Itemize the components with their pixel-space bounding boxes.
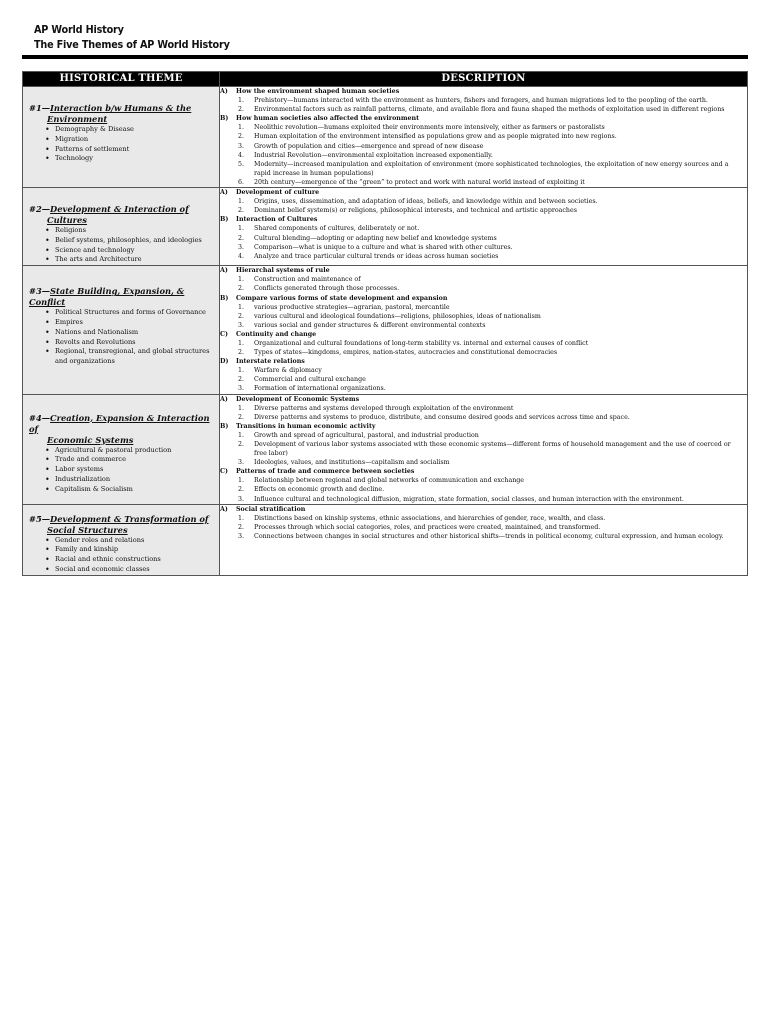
document-header <box>34 23 230 53</box>
column-header-description: DESCRIPTION <box>220 72 748 87</box>
list-item: • Agricultural & pastoral production <box>55 446 219 456</box>
list-item: • Family and kinship <box>55 545 219 555</box>
section-heading <box>220 215 747 224</box>
section-heading-text: Patterns of trade and commerce between societies <box>236 468 415 476</box>
list-item: • Demography & Disease <box>55 125 219 135</box>
list-item <box>220 142 747 151</box>
theme-cell <box>23 266 220 394</box>
section-heading <box>220 294 747 303</box>
item-text: various social and gender structures & different environmental contexts <box>254 321 486 329</box>
item-text: Relationship between regional and global networks of communication and exchange <box>254 477 525 485</box>
list-item <box>220 366 747 375</box>
list-item <box>220 243 747 252</box>
item-number: 1. <box>238 198 245 206</box>
theme-title-line2: Cultures <box>47 215 87 226</box>
list-item: • Industrialization <box>55 475 219 485</box>
themes-table <box>22 71 748 576</box>
list-item <box>220 440 747 458</box>
item-number: 2. <box>238 234 245 242</box>
section-key: C) <box>220 468 228 476</box>
list-item <box>220 312 747 321</box>
item-text: Neolithic revolution—humans exploited their environments more intensively, either as farmers or pastoralists <box>254 124 605 132</box>
item-number: 3. <box>238 532 245 540</box>
item-number: 1. <box>238 124 245 132</box>
theme-number: #1— <box>29 103 51 113</box>
section-key: C) <box>220 330 228 338</box>
list-item: • Regional, transregional, and global structures and organizations <box>55 347 219 367</box>
table-row <box>23 188 748 266</box>
theme-bullets <box>23 536 219 575</box>
list-item: • Belief systems, philosophies, and ideologies <box>55 236 219 246</box>
section-heading-text: Development of Economic Systems <box>236 395 360 403</box>
item-text: Shared components of cultures, deliberately or not. <box>254 225 420 233</box>
section-heading-text: How the environment shaped human societies <box>236 88 400 95</box>
item-text: Influence cultural and technological diffusion, migration, state formation, social classes, and human interaction with the environment. <box>254 495 684 503</box>
theme-title-line2: Environment <box>47 114 108 124</box>
item-text: Growth and spread of agricultural, pastoral, and industrial production <box>254 431 479 439</box>
section-heading-text: Continuity and change <box>236 330 317 338</box>
item-number: 1. <box>238 339 245 347</box>
list-item <box>220 284 747 293</box>
section-key: A) <box>220 505 228 513</box>
list-item <box>220 384 747 393</box>
item-text: Industrial Revolution—environmental exploitation increased exponentially. <box>254 151 493 159</box>
list-item <box>220 532 747 541</box>
theme-number: #4— <box>29 412 51 423</box>
list-item <box>220 321 747 330</box>
theme-bullets <box>23 308 219 367</box>
list-item <box>220 348 747 357</box>
list-item: • Trade and commerce <box>55 455 219 465</box>
item-number: 1. <box>238 514 245 522</box>
theme-title-line2: Social Structures <box>47 524 128 535</box>
item-text: Cultural blending—adopting or adapting new belief and knowledge systems <box>254 234 497 242</box>
list-item <box>220 151 747 160</box>
table-row <box>23 394 748 504</box>
list-item <box>220 375 747 384</box>
list-item <box>220 178 747 187</box>
list-item: • Political Structures and forms of Governance <box>55 308 219 318</box>
item-number: 2. <box>238 312 245 320</box>
item-number: 2. <box>238 207 245 215</box>
theme-cell <box>23 188 220 266</box>
document-title: The Five Themes of AP World History <box>34 39 230 51</box>
section-heading <box>220 87 747 96</box>
item-text: Organizational and cultural foundations of long-term stability vs. internal and external causes of conflict <box>254 339 589 347</box>
theme-title <box>23 395 219 446</box>
list-item: • Capitalism & Socialism <box>55 485 219 495</box>
item-text: Dominant belief system(s) or religions, philosophical interests, and technical and artistic approaches <box>254 207 577 215</box>
section-heading-text: Interstate relations <box>236 358 305 366</box>
item-number: 2. <box>238 376 245 384</box>
list-item: • The arts and Architecture <box>55 255 219 265</box>
item-text: Connections between changes in social structures and other historical shifts—trends in political economy, cultural expression, and human ecology. <box>254 532 724 540</box>
list-item <box>220 275 747 284</box>
list-item: • Gender roles and relations <box>55 536 219 546</box>
theme-title <box>23 266 219 308</box>
description-cell <box>220 188 748 266</box>
list-item: • Empires <box>55 318 219 328</box>
item-text: Ideologies, values, and institutions—capitalism and socialism <box>254 459 450 467</box>
section-heading <box>220 266 747 275</box>
list-item <box>220 206 747 215</box>
table-row <box>23 504 748 575</box>
list-item <box>220 431 747 440</box>
section-heading <box>220 505 747 514</box>
list-item <box>220 105 747 114</box>
list-item <box>220 303 747 312</box>
list-item: • Labor systems <box>55 465 219 475</box>
section-key: A) <box>220 267 228 275</box>
item-number: 3. <box>238 459 245 467</box>
item-text: Human exploitation of the environment intensified as populations grew and as people migrated into new regions. <box>254 133 617 141</box>
item-number: 3. <box>238 243 245 251</box>
section-key: A) <box>220 88 228 95</box>
list-item <box>220 96 747 105</box>
list-item: • Revolts and Revolutions <box>55 338 219 348</box>
item-text: Processes through which social categories, roles, and practices were created, maintained, and transformed. <box>254 523 601 531</box>
item-text: Construction and maintenance of <box>254 276 361 284</box>
item-text: 20th century—emergence of the “green” to protect and work with natural world instead of exploiting it <box>254 178 585 186</box>
list-item: • Migration <box>55 135 219 145</box>
list-item <box>220 476 747 485</box>
item-text: Origins, uses, dissemination, and adaptation of ideas, beliefs, and knowledge within and between societies. <box>254 198 598 206</box>
theme-title-line1: Interaction b/w Humans & the <box>50 103 192 113</box>
item-number: 1. <box>238 303 245 311</box>
list-item <box>220 123 747 132</box>
item-text: Distinctions based on kinship systems, ethnic associations, and hierarchies of gender, race, wealth, and class. <box>254 514 606 522</box>
section-heading <box>220 467 747 476</box>
item-text: Warfare & diplomacy <box>254 367 322 375</box>
list-item: • Religions <box>55 226 219 236</box>
section-heading-text: Interaction of Cultures <box>236 216 318 224</box>
item-text: Formation of international organizations. <box>254 385 386 393</box>
section-heading <box>220 330 747 339</box>
list-item <box>220 160 747 178</box>
list-item <box>220 514 747 523</box>
item-number: 2. <box>238 486 245 494</box>
section-key: B) <box>220 216 229 224</box>
theme-cell <box>23 394 220 504</box>
list-item <box>220 252 747 261</box>
item-text: Development of various labor systems associated with these economic systems—different forms of household management and the use of coerced or free labor) <box>254 441 731 458</box>
item-number: 1. <box>238 97 245 105</box>
item-text: various productive strategies—agrarian, pastoral, mercantile <box>254 303 450 311</box>
section-key: B) <box>220 294 229 302</box>
theme-title-line1: State Building, Expansion, & Conflict <box>29 286 185 308</box>
list-item <box>220 458 747 467</box>
section-heading <box>220 357 747 366</box>
section-heading-text: How human societies also affected the environment <box>236 115 420 123</box>
theme-cell <box>23 504 220 575</box>
section-heading-text: Social stratification <box>236 505 306 513</box>
list-item: • Patterns of settlement <box>55 145 219 155</box>
list-item <box>220 413 747 422</box>
description-cell <box>220 504 748 575</box>
item-number: 3. <box>238 321 245 329</box>
item-number: 3. <box>238 495 245 503</box>
section-heading <box>220 395 747 404</box>
item-number: 4. <box>238 151 245 159</box>
header-rule <box>22 55 748 59</box>
item-text: Analyze and trace particular cultural trends or ideas across human societies <box>254 252 499 260</box>
description-cell <box>220 87 748 188</box>
column-header-theme: HISTORICAL THEME <box>23 72 220 87</box>
theme-title <box>23 87 219 125</box>
theme-number: #3— <box>29 286 51 297</box>
list-item <box>220 523 747 532</box>
item-text: Types of states—kingdoms, empires, nation-states, autocracies and constitutional democracies <box>254 349 558 357</box>
theme-number: #2— <box>29 204 51 215</box>
item-text: Conflicts generated through those processes. <box>254 285 400 293</box>
list-item: • Science and technology <box>55 246 219 256</box>
item-number: 2. <box>238 349 245 357</box>
section-heading-text: Development of culture <box>236 189 320 197</box>
list-item <box>220 495 747 504</box>
item-number: 1. <box>238 404 245 412</box>
section-heading-text: Transitions in human economic activity <box>236 422 376 430</box>
item-text: Growth of population and cities—emergence and spread of new disease <box>254 142 484 150</box>
item-number: 3. <box>238 142 245 150</box>
item-number: 2. <box>238 523 245 531</box>
item-number: 6. <box>238 178 245 186</box>
theme-title <box>23 505 219 536</box>
item-text: Diverse patterns and systems developed through exploitation of the environment <box>254 404 514 412</box>
item-text: various cultural and ideological foundations—religions, philosophies, ideas of nationalism <box>254 312 541 320</box>
list-item: • Racial and ethnic constructions <box>55 555 219 565</box>
item-number: 1. <box>238 431 245 439</box>
table-row <box>23 87 748 188</box>
theme-title-line1: Development & Transformation of <box>50 513 209 524</box>
theme-bullets <box>23 226 219 265</box>
table-header-row <box>23 72 748 87</box>
theme-bullets <box>23 125 219 164</box>
theme-bullets <box>23 446 219 495</box>
list-item: • Social and economic classes <box>55 565 219 575</box>
item-number: 2. <box>238 106 245 114</box>
description-cell <box>220 394 748 504</box>
item-text: Environmental factors such as rainfall patterns, climate, and available flora and fauna shaped the methods of exploitation used in different regions <box>254 106 725 114</box>
list-item <box>220 339 747 348</box>
item-number: 2. <box>238 413 245 421</box>
theme-title <box>23 188 219 226</box>
section-heading <box>220 114 747 123</box>
item-number: 1. <box>238 367 245 375</box>
item-text: Comparison—what is unique to a culture and what is shared with other cultures. <box>254 243 513 251</box>
section-key: B) <box>220 115 229 123</box>
theme-title-line1: Creation, Expansion & Interaction of <box>29 412 210 434</box>
item-text: Commercial and cultural exchange <box>254 376 366 384</box>
list-item: • Nations and Nationalism <box>55 328 219 338</box>
item-number: 2. <box>238 133 245 141</box>
item-text: Diverse patterns and systems to produce, distribute, and consume desired goods and services across time and space. <box>254 413 630 421</box>
theme-title-line2: Economic Systems <box>47 434 134 445</box>
list-item: • Technology <box>55 154 219 164</box>
list-item <box>220 234 747 243</box>
section-key: A) <box>220 189 228 197</box>
table-row <box>23 266 748 394</box>
list-item <box>220 404 747 413</box>
list-item <box>220 224 747 233</box>
section-key: A) <box>220 395 228 403</box>
item-number: 1. <box>238 225 245 233</box>
item-text: Prehistory—humans interacted with the environment as hunters, fishers and foragers, and human migrations led to the peopling of the earth. <box>254 97 708 105</box>
course-title: AP World History <box>34 24 124 36</box>
section-heading <box>220 188 747 197</box>
section-heading-text: Hierarchal systems of rule <box>236 267 330 275</box>
section-heading <box>220 422 747 431</box>
theme-title-line1: Development & Interaction of <box>50 204 189 215</box>
item-number: 1. <box>238 276 245 284</box>
item-text: Modernity—increased manipulation and exploitation of environment (more sophisticated technologies, the exploitation of new energy sources and a rapid increase in human populations) <box>254 160 729 177</box>
theme-number: #5— <box>29 513 51 524</box>
item-number: 1. <box>238 477 245 485</box>
item-text: Effects on economic growth and decline. <box>254 486 385 494</box>
section-key: B) <box>220 422 229 430</box>
item-number: 2. <box>238 441 245 448</box>
description-cell <box>220 266 748 394</box>
item-number: 2. <box>238 285 245 293</box>
list-item <box>220 132 747 141</box>
list-item <box>220 485 747 494</box>
item-number: 5. <box>238 160 245 168</box>
item-number: 3. <box>238 385 245 393</box>
section-heading-text: Compare various forms of state development and expansion <box>236 294 448 302</box>
item-number: 4. <box>238 252 245 260</box>
list-item <box>220 197 747 206</box>
section-key: D) <box>220 358 229 366</box>
theme-cell <box>23 87 220 188</box>
